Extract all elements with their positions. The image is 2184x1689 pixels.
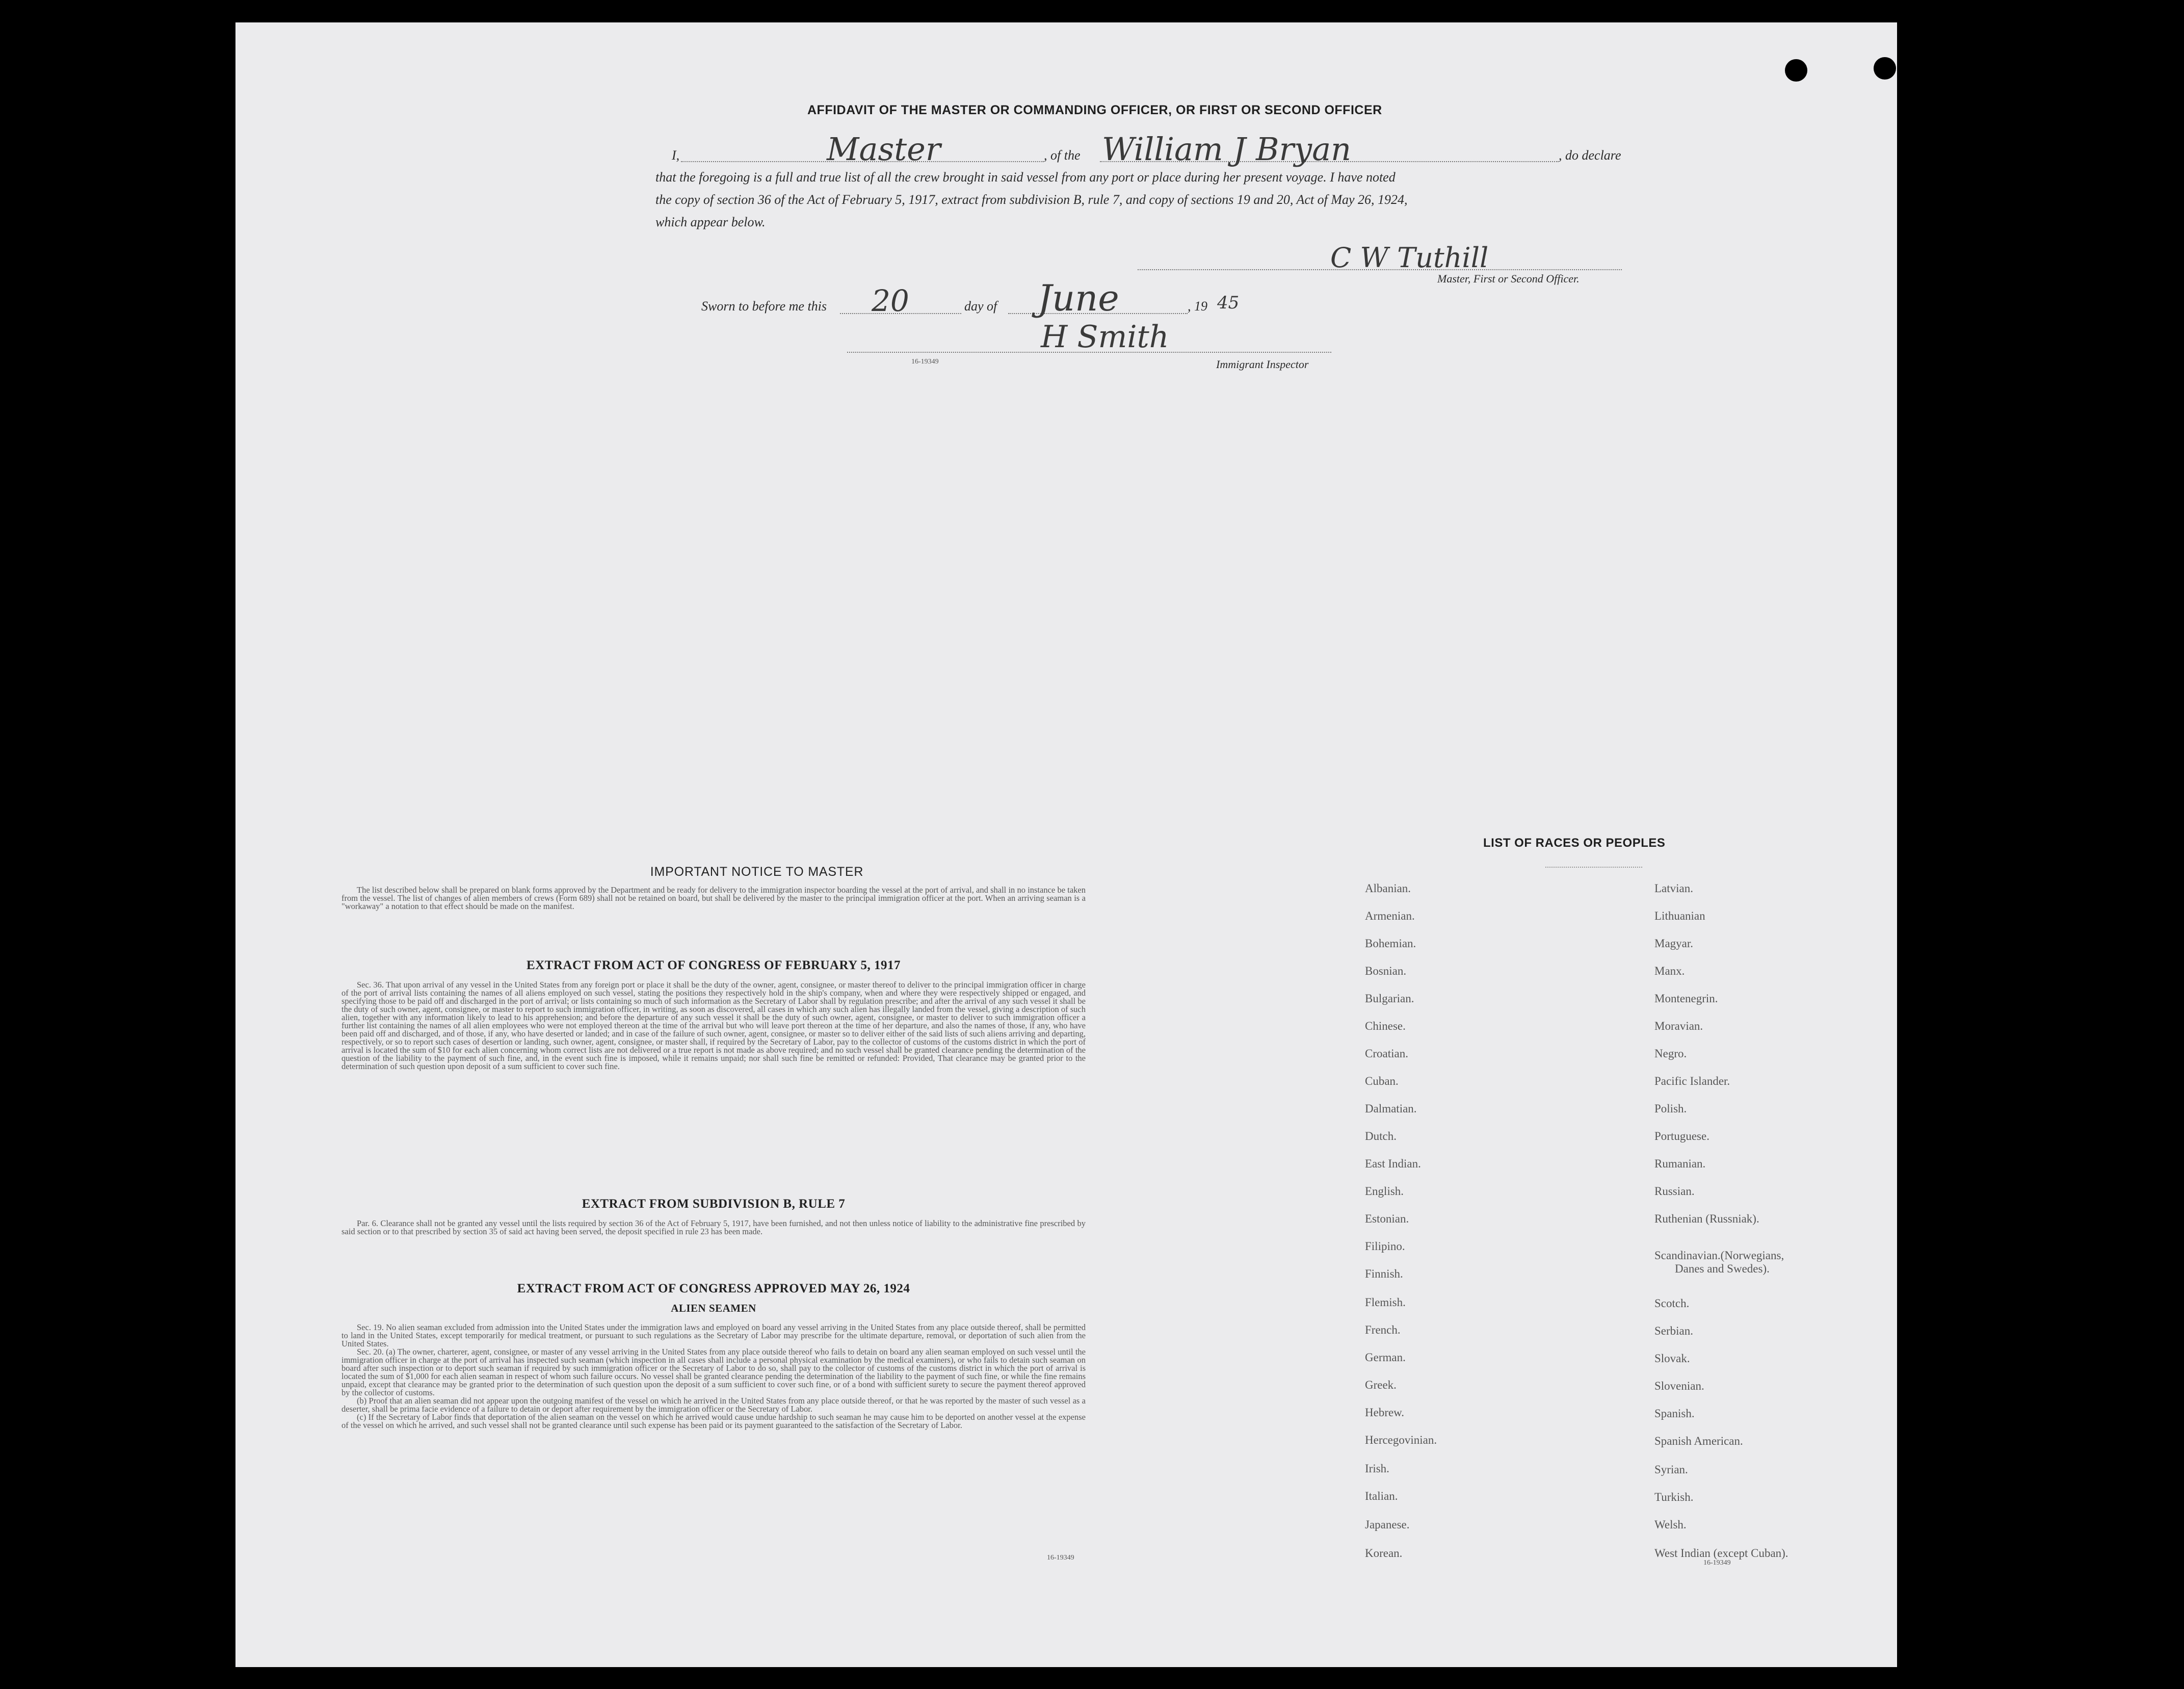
race-left: Estonian. [1365,1212,1409,1225]
punch-hole [1874,57,1896,80]
extract-1924-body [341,1323,1086,1430]
day-handwritten: 20 [872,283,909,318]
race-right: Negro. [1654,1047,1687,1060]
race-left: Italian. [1365,1490,1398,1502]
races-heading-rule [1545,867,1642,868]
race-right: Scandinavian.(Norwegians, [1654,1249,1784,1262]
rule7-heading: EXTRACT FROM SUBDIVISION B, RULE 7 [582,1197,846,1211]
form-number: 16-19349 [911,358,939,366]
year-prefix: , 19 [1188,299,1207,314]
extract-1917-heading: EXTRACT FROM ACT OF CONGRESS OF FEBRUARY 5, 1917 [526,958,901,972]
notice-heading: IMPORTANT NOTICE TO MASTER [650,865,864,879]
race-right: Pacific Islander. [1654,1075,1730,1087]
rule7-text: Par. 6. Clearance shall not be granted any vessel until the lists required by section 36 of the Act of February 5, 1917, have been furnished, and not then unless notice of liability to the administrative fine prescribed by said section or to that prescribed by section 35 of said act having been served, the deposit specified in rule 23 has been made. [341,1218,1086,1236]
race-right: Syrian. [1654,1463,1688,1476]
race-right: Ruthenian (Russniak). [1654,1212,1759,1225]
race-left: Albanian. [1365,882,1411,895]
race-right: Rumanian. [1654,1157,1706,1170]
race-right: Scotch. [1654,1297,1690,1310]
race-left: Bohemian. [1365,937,1416,950]
month-handwritten: June [1038,277,1119,319]
race-right: Latvian. [1654,882,1693,895]
year-handwritten: 45 [1217,293,1240,313]
alien-seamen-subheading: ALIEN SEAMEN [671,1302,756,1314]
race-left: Armenian. [1365,910,1415,922]
extract-1917-text: Sec. 36. That upon arrival of any vessel in the United States from any foreign port or place it shall be the duty of the owner, agent, consignee, or master thereof to deliver to the principal immigration officer in charge of the port of arrival lists containing the names of all aliens employed on such vessel, stating the positions they respectively hold in the ship's company, when and where they were respectively shipped or engaged, and specifying those to be paid off and discharged in the port of arrival; or lists containing so much of such information as the Secretary of Labor shall by regulation prescribe; and after the arrival of any such vessel it shall be the duty of such owner, agent, consignee, or master to report to such immigration officer, in writing, as soon as discovered, all cases in which any such alien has illegally landed from the vessel, giving a description of such alien, together with any information likely to lead to his apprehension; and before the departure of any such vessel it shall be the duty of such owner, agent, consignee, or master to deliver to such immigration officer a further list containing the names of all alien employees who were not employed thereon at the time of the arrival but who will leave port thereon at the time of her departure, and also the names of those, if any, who have been paid off and discharged, and of those, if any, who have deserted or landed; and in case of the failure of such owner, agent, consignee, or master so to deliver either of the said lists of such aliens arriving and departing, respectively, or so to report such cases of desertion or landing, such owner, agent, consignee, or master shall, if required by the Secretary of Labor, pay to the collector of customs of the customs district in which the port of arrival is located the sum of $10 for each alien concerning whom correct lists are not delivered or a true report is not made as above required; and no such vessel shall be granted clearance pending the determination of the question of the liability to the payment of such fine, and, in the event such fine is imposed, while it remains unpaid; nor shall such fine be remitted or refunded: Provided, That clearance may be granted prior to the determination of such question upon deposit of a sum sufficient to cover such fine. [341,980,1086,1071]
affidavit-text-line3: which appear below. [655,215,766,229]
signature-caption: Master, First or Second Officer. [1437,272,1580,285]
punch-hole [1785,59,1807,82]
master-signature: C W Tuthill [1330,242,1489,274]
race-left: Filipino. [1365,1240,1405,1253]
race-right: Spanish American. [1654,1435,1743,1447]
of-the-label: , of the [1044,148,1081,163]
do-declare-label: , do declare [1559,148,1621,163]
race-left: Bulgarian. [1365,992,1414,1005]
race-right: Manx. [1654,965,1685,977]
i-label: I, [672,148,680,163]
race-left: Finnish. [1365,1267,1403,1280]
race-right: Portuguese. [1654,1130,1709,1142]
race-left: Hebrew. [1365,1406,1405,1419]
affidavit-text-line1: that the foregoing is a full and true list of all the crew brought in said vessel from any port or place during her present voyage. I have noted [655,170,1396,185]
vessel-name-handwritten: William J Bryan [1102,131,1352,168]
sec20b-text: (b) Proof that an alien seaman did not appear upon the outgoing manifest of the vessel on which he arrived in the United States from any place outside thereof, or that he was reported by the master of such vessel as a deserter, shall be prima facie evidence of a failure to detain or deport after requirement by the immigration officer or the Secretary of Labor. [341,1396,1086,1414]
inspector-caption: Immigrant Inspector [1216,358,1309,371]
race-left: Chinese. [1365,1020,1406,1032]
race-left: Greek. [1365,1379,1397,1391]
race-left: Japanese. [1365,1518,1410,1531]
race-right: Russian. [1654,1185,1695,1198]
race-left: Hercegovinian. [1365,1434,1437,1446]
document-page [235,22,1897,1667]
race-left: English. [1365,1185,1404,1198]
race-left: Bosnian. [1365,965,1407,977]
race-right: Slovak. [1654,1352,1690,1365]
extract-1924-heading: EXTRACT FROM ACT OF CONGRESS APPROVED MAY 26, 1924 [517,1282,910,1295]
affidavit-title: AFFIDAVIT OF THE MASTER OR COMMANDING OFFICER, OR FIRST OR SECOND OFFICER [807,103,1382,117]
notice-text: The list described below shall be prepared on blank forms approved by the Department and be ready for delivery to the immigration inspector boarding the vessel at the port of arrival, and shall in no instance be taken from the vessel. The list of changes of alien members of crews (Form 689) shall not be retained on board, but shall be delivered by the master to the principal immigration officer at the port. When an arriving seaman is a "workaway" a notation to that effect should be made on the manifest. [341,885,1086,911]
race-right: Montenegrin. [1654,992,1718,1005]
extract-form-number: 16-19349 [1047,1554,1074,1562]
race-left: French. [1365,1323,1401,1336]
race-left: Croatian. [1365,1047,1408,1060]
race-right: Moravian. [1654,1020,1703,1032]
race-right: Danes and Swedes). [1675,1262,1770,1275]
race-left: East Indian. [1365,1157,1421,1170]
race-left: Dalmatian. [1365,1102,1417,1115]
master-handwritten: Master [827,131,941,168]
race-right: West Indian (except Cuban). [1654,1547,1788,1560]
race-left: Korean. [1365,1547,1403,1560]
race-left: German. [1365,1351,1406,1364]
signature-line [1138,269,1622,270]
race-right: Serbian. [1654,1324,1694,1337]
inspector-signature: H Smith [1041,319,1169,355]
races-form-number: 16-19349 [1703,1559,1731,1567]
sworn-label: Sworn to before me this [701,299,827,314]
race-left: Flemish. [1365,1296,1406,1309]
race-right: Turkish. [1654,1491,1694,1503]
race-right: Slovenian. [1654,1380,1704,1392]
sec20c-text: (c) If the Secretary of Labor finds that deportation of the alien seaman on the vessel on which he arrived would cause undue hardship to such seaman he may cause him to be deported on another vessel at the expense of the vessel on which he arrived, and such vessel shall not be granted clearance until such expense has been paid or its payment guaranteed to the satisfaction of the Secretary of Labor. [341,1412,1086,1430]
sec19-text: Sec. 19. No alien seaman excluded from admission into the United States under the immigration laws and employed on board any vessel arriving in the United States from any place outside thereof, shall be permitted to land in the United States, except temporarily for medical treatment, or pursuant to such regulations as the Secretary of Labor may prescribe for the ultimate departure, removal, or deportation of such alien from the United States. [341,1322,1086,1348]
sec20a-text: Sec. 20. (a) The owner, charterer, agent, consignee, or master of any vessel arriving in the United States from any place outside thereof who fails to detain on board any alien seaman employed on such vessel until the immigration officer in charge at the port of arrival has inspected such seaman (which inspection in all cases shall include a personal physical examination by the medical examiners), or who fails to detain such seaman on board after such inspection or to deport such seaman if required by such immigration officer or the Secretary of Labor to do so, shall pay to the collector of customs of the customs district in which the port of arrival is located the sum of $1,000 for each alien seaman in respect of whom such failure occurs. No vessel shall be granted clearance pending the determination of the liability to the payment of such fine, or while the fine remains unpaid, except that clearance may be granted prior to the determination of such question upon the deposit of a sum sufficient to cover such fine, or of a bond with sufficient surety to secure the payment thereof approved by the collector of customs. [341,1347,1086,1397]
race-right: Lithuanian [1654,910,1705,922]
race-left: Cuban. [1365,1075,1399,1087]
races-heading: LIST OF RACES OR PEOPLES [1483,836,1666,850]
affidavit-text-line2: the copy of section 36 of the Act of February 5, 1917, extract from subdivision B, rule 7, and copy of sections 19 and 20, Act of May 26, 1924, [655,192,1408,207]
race-right: Polish. [1654,1102,1687,1115]
race-left: Dutch. [1365,1130,1397,1142]
day-of-label: day of [964,299,997,314]
race-right: Spanish. [1654,1407,1695,1420]
race-left: Irish. [1365,1462,1389,1475]
inspector-line [847,352,1331,353]
race-right: Magyar. [1654,937,1694,950]
race-right: Welsh. [1654,1518,1687,1531]
